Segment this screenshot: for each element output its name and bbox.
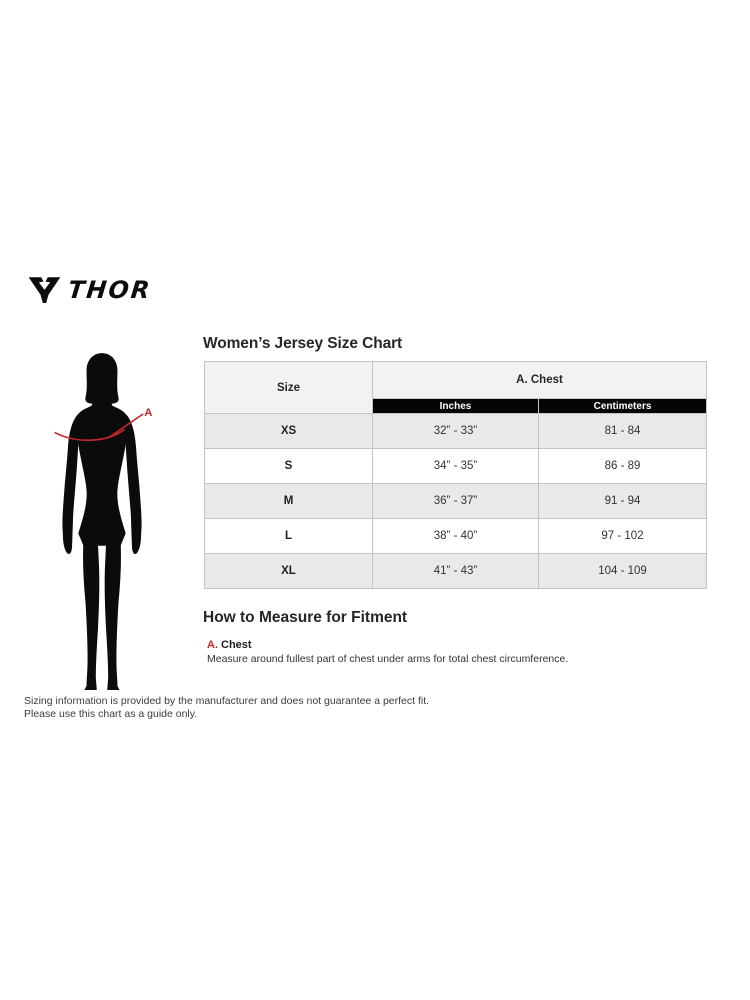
disclaimer-text [24,695,429,720]
centimeters-cell: 91 - 94 [539,484,707,519]
size-chart-table [204,361,707,589]
column-header-centimeters: Centimeters [539,399,707,414]
centimeters-cell: 81 - 84 [539,414,707,449]
size-cell: S [205,449,373,484]
centimeters-cell: 97 - 102 [539,519,707,554]
size-cell: XL [205,554,373,589]
centimeters-cell: 104 - 109 [539,554,707,589]
measure-item-name: Chest [221,639,252,651]
disclaimer-line-2: Please use this chart as a guide only. [24,707,198,720]
size-chart-title: Women’s Jersey Size Chart [203,335,403,352]
size-cell: M [205,484,373,519]
inches-cell: 38” - 40” [373,519,539,554]
disclaimer-line-1: Sizing information is provided by the manufacturer and does not guarantee a perfect fit. [24,695,430,707]
thor-horns-icon [28,276,61,305]
chest-marker-label: A [144,406,153,419]
size-cell: XS [205,414,373,449]
measure-item-key: A. [207,639,218,651]
table-row [205,554,707,589]
column-header-chest: A. Chest [373,362,707,399]
brand-logo [28,276,151,305]
column-header-size: Size [205,362,373,414]
measure-item-chest [207,639,252,651]
inches-cell: 32” - 33” [373,414,539,449]
table-row [205,519,707,554]
measurement-figure [50,350,154,690]
how-to-measure-title: How to Measure for Fitment [203,609,408,626]
size-cell: L [205,519,373,554]
inches-cell: 36” - 37” [373,484,539,519]
table-row [205,449,707,484]
brand-name: THOR [66,276,153,304]
table-row [205,484,707,519]
table-row [205,414,707,449]
female-silhouette [62,353,141,690]
measure-item-description: Measure around fullest part of chest under arms for total chest circumference. [207,653,569,665]
centimeters-cell: 86 - 89 [539,449,707,484]
column-header-inches: Inches [373,399,539,414]
inches-cell: 34” - 35” [373,449,539,484]
inches-cell: 41” - 43” [373,554,539,589]
